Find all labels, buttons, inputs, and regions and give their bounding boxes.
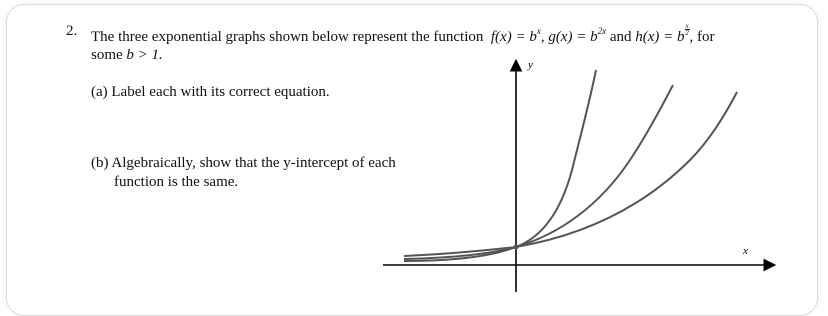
- h-exponent-numerator: x: [685, 22, 689, 30]
- g-definition: g(x) = b: [548, 29, 598, 45]
- question-text: The three exponential graphs shown below represent the function: [91, 29, 484, 45]
- x-axis-label: x: [743, 245, 748, 257]
- y-intercept-point: [514, 245, 519, 250]
- f-exponent: x: [536, 26, 541, 36]
- question-line-1: The three exponential graphs shown below represent the function $f(x) = b^x$, $g(x) = b^{2x}$ and h(x) = b $\frac{x}{2}$ , for: [91, 22, 715, 45]
- h-definition: h(x) = b: [635, 29, 685, 45]
- part-b-text-line-1: (b) Algebraically, show that the y-intercept of each: [91, 155, 396, 171]
- part-b-text-line-2: function is the same.: [114, 174, 239, 190]
- f-definition: f(x) = b: [490, 29, 537, 45]
- g-exponent: 2x: [597, 26, 607, 36]
- question-number: 2.: [66, 23, 78, 39]
- and-word: and: [609, 29, 632, 45]
- y-axis-label: y: [528, 59, 533, 71]
- h-exponent-denominator: 2: [685, 29, 689, 37]
- part-a-text: (a) Label each with its correct equation.: [91, 84, 330, 100]
- line1-tail: , for: [689, 29, 715, 45]
- b-condition: b > 1.: [126, 47, 163, 63]
- line2-text: some: [91, 47, 123, 63]
- g-curve: [404, 70, 596, 261]
